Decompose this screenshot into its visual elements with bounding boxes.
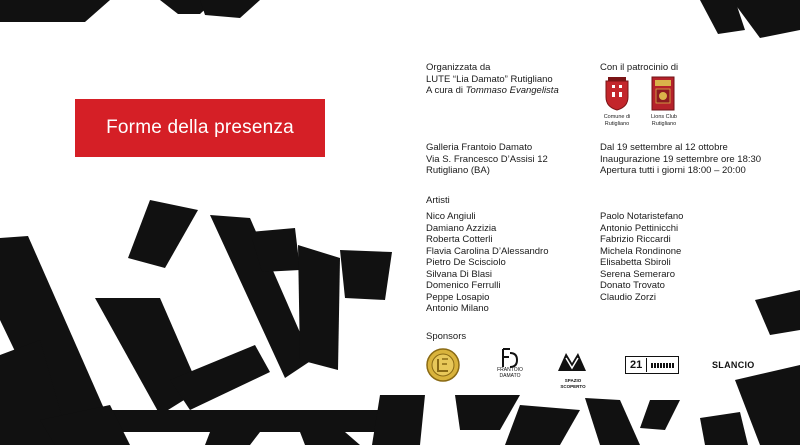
sponsor-seal-logo-icon <box>426 348 460 382</box>
artist-name: Paolo Notaristefano <box>600 211 684 222</box>
bottom-stroke-12 <box>205 432 260 445</box>
bottom-stroke-3 <box>128 200 198 268</box>
artists-label: Artisti <box>426 195 450 206</box>
artist-name: Serena Semeraro <box>600 268 675 280</box>
bottom-stroke-9 <box>170 345 270 410</box>
artist-name: Flavia Carolina D’Alessandro <box>426 245 549 257</box>
bottom-stroke-17 <box>585 398 640 445</box>
artist-name: Elisabetta Sbiroli <box>600 257 671 268</box>
curator-line <box>426 85 559 97</box>
sponsor-spazio-scoperto <box>556 349 590 389</box>
frantoio-line-2: DAMATO <box>499 372 521 379</box>
venue-line-1: Galleria Frantoio Damato <box>426 142 533 153</box>
logo-21-number: 21 <box>626 358 647 372</box>
artist-name: Fabrizio Riccardi <box>600 234 671 245</box>
bottom-stroke-21 <box>700 412 748 445</box>
artist-name: Silvana Di Blasi <box>426 268 492 280</box>
artists-column-1 <box>426 211 549 315</box>
curator-prefix: A cura di <box>426 85 463 96</box>
dates-line-3: Apertura tutti i giorni 18:00 – 20:00 <box>600 165 746 176</box>
top-stroke-left <box>0 0 110 22</box>
curator-name: Tommaso Evangelista <box>465 85 559 96</box>
spazio-scoperto-logo-icon <box>556 349 588 373</box>
dates-block <box>600 142 761 177</box>
poster-title: Forme della presenza <box>106 117 294 138</box>
artist-name: Claudio Zorzi <box>600 291 656 303</box>
artist-name: Roberta Cotterli <box>426 234 493 245</box>
comune-crest-icon <box>604 77 630 111</box>
bottom-stroke-6 <box>298 245 340 370</box>
venue-block <box>426 142 548 177</box>
artist-name: Pietro De Scisciolo <box>426 257 506 268</box>
artist-name: Antonio Pettinicchi <box>600 222 679 234</box>
logo-21-pattern-icon <box>651 363 674 368</box>
artist-name: Nico Angiuli <box>426 211 476 222</box>
artist-name: Peppe Losapio <box>426 291 490 303</box>
artist-name: Damiano Azzizia <box>426 222 497 234</box>
patron-caption-comune: Comune di Rutigliano <box>603 114 631 127</box>
top-stroke-arc <box>200 0 260 18</box>
bottom-stroke-13 <box>300 432 360 445</box>
sponsors-label: Sponsors <box>426 331 467 342</box>
venue-line-2: Via S. Francesco D’Assisi 12 <box>426 153 548 165</box>
dates-line-2: Inaugurazione 19 settembre ore 18:30 <box>600 153 762 165</box>
bottom-stroke-20 <box>755 290 800 335</box>
bottom-stroke-16 <box>505 405 580 445</box>
top-stroke-right <box>732 0 800 38</box>
sponsor-21-logo <box>625 356 679 374</box>
bottom-stroke-14 <box>372 395 425 445</box>
title-box <box>75 99 325 157</box>
bottom-stroke-10 <box>110 410 390 432</box>
patronage-label: Con il patrocinio di <box>600 62 679 73</box>
patron-caption-lions: Lions Club Rutigliano <box>651 114 677 127</box>
spazio-text: SPAZIO SCOPERTO <box>560 378 586 389</box>
bottom-stroke-7 <box>340 250 392 300</box>
organization-label: Organizzata da <box>426 62 491 73</box>
lions-club-banner-icon <box>651 76 675 111</box>
bottom-stroke-18 <box>640 400 680 430</box>
bottom-stroke-15 <box>455 395 520 430</box>
frantoio-line-1: FRANTOIO <box>497 367 523 373</box>
artist-name: Michela Rondinone <box>600 245 682 257</box>
dates-line-1: Dal 19 settembre al 12 ottobre <box>600 142 728 153</box>
sponsor-slancio: SLANCIO <box>712 360 755 370</box>
frantoio-fd-icon <box>501 348 519 368</box>
organization-name: LUTE “Lia Damato” Rutigliano <box>426 73 553 85</box>
artists-column-2 <box>600 211 683 303</box>
artist-name: Donato Trovato <box>600 280 665 291</box>
venue-line-3: Rutigliano (BA) <box>426 165 490 176</box>
artist-name: Domenico Ferrulli <box>426 280 501 291</box>
sponsor-frantoio-damato <box>490 348 530 384</box>
artist-name: Antonio Milano <box>426 303 489 314</box>
organization-block <box>426 62 559 97</box>
